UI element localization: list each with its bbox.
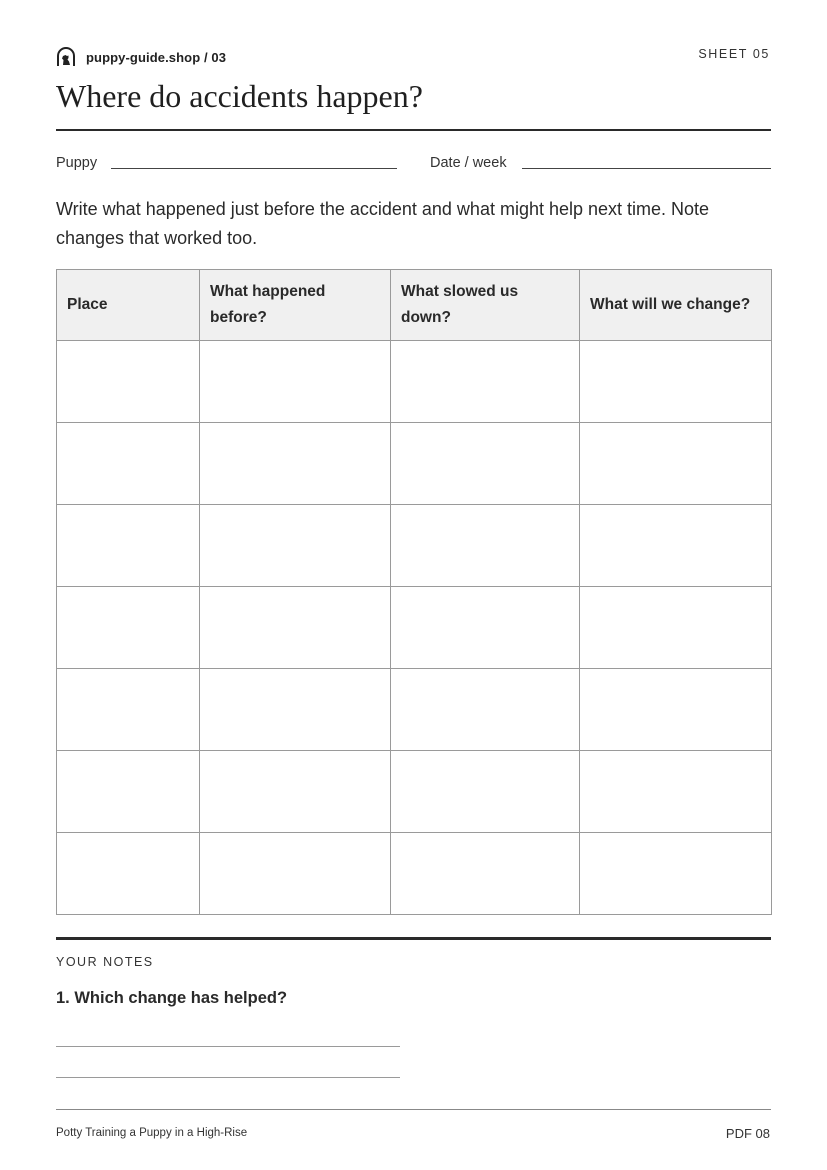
table-cell[interactable] bbox=[391, 505, 580, 587]
notes-label: YOUR NOTES bbox=[56, 955, 154, 969]
table-cell[interactable] bbox=[391, 341, 580, 423]
table-cell[interactable] bbox=[391, 833, 580, 915]
page-title: Where do accidents happen? bbox=[56, 78, 423, 114]
table-cell[interactable] bbox=[200, 341, 391, 423]
table-cell[interactable] bbox=[580, 669, 772, 751]
table-cell[interactable] bbox=[57, 423, 200, 505]
notes-divider bbox=[56, 937, 771, 940]
table-cell[interactable] bbox=[580, 341, 772, 423]
dog-silhouette-icon bbox=[56, 47, 76, 67]
puppy-field[interactable] bbox=[111, 168, 397, 169]
brand-text: puppy-guide.shop / 03 bbox=[86, 49, 227, 65]
footer-divider bbox=[56, 1109, 771, 1110]
column-header-what-change: What will we change? bbox=[580, 270, 772, 341]
table-cell[interactable] bbox=[580, 423, 772, 505]
footer-title: Potty Training a Puppy in a High-Rise bbox=[56, 1127, 248, 1139]
table-cell[interactable] bbox=[580, 751, 772, 833]
table-row bbox=[57, 505, 772, 587]
brand bbox=[56, 46, 226, 68]
puppy-label: Puppy bbox=[56, 155, 98, 171]
footer-page-label: PDF 08 bbox=[725, 1126, 770, 1141]
table-cell[interactable] bbox=[580, 587, 772, 669]
accident-table bbox=[56, 269, 772, 915]
answer-line[interactable] bbox=[56, 1046, 400, 1047]
table-cell[interactable] bbox=[57, 833, 200, 915]
table-row bbox=[57, 587, 772, 669]
table-cell[interactable] bbox=[200, 751, 391, 833]
date-field[interactable] bbox=[522, 168, 771, 169]
column-header-what-slowed: What slowed us down? bbox=[391, 270, 580, 341]
table-cell[interactable] bbox=[391, 669, 580, 751]
table-cell[interactable] bbox=[391, 751, 580, 833]
table-cell[interactable] bbox=[200, 587, 391, 669]
table-cell[interactable] bbox=[57, 751, 200, 833]
table-header-row bbox=[57, 270, 772, 341]
table-cell[interactable] bbox=[200, 505, 391, 587]
table-cell[interactable] bbox=[200, 833, 391, 915]
table-row bbox=[57, 423, 772, 505]
table-cell[interactable] bbox=[391, 423, 580, 505]
table-cell[interactable] bbox=[57, 341, 200, 423]
table-cell[interactable] bbox=[580, 505, 772, 587]
table-row bbox=[57, 751, 772, 833]
table-cell[interactable] bbox=[57, 505, 200, 587]
table-row bbox=[57, 669, 772, 751]
table-cell[interactable] bbox=[391, 587, 580, 669]
title-divider bbox=[56, 129, 771, 131]
table-cell[interactable] bbox=[57, 587, 200, 669]
date-label: Date / week bbox=[430, 155, 507, 171]
table-cell[interactable] bbox=[200, 423, 391, 505]
sheet-label: SHEET 05 bbox=[698, 47, 770, 61]
table-row bbox=[57, 341, 772, 423]
table-cell[interactable] bbox=[200, 669, 391, 751]
column-header-what-happened: What happened before? bbox=[200, 270, 391, 341]
table-cell[interactable] bbox=[57, 669, 200, 751]
table-row bbox=[57, 833, 772, 915]
column-header-place: Place bbox=[57, 270, 200, 341]
table-cell[interactable] bbox=[580, 833, 772, 915]
notes-question: 1. Which change has helped? bbox=[56, 989, 288, 1007]
answer-line[interactable] bbox=[56, 1077, 400, 1078]
instructions: Write what happened just before the accident and what might help next time. Note changes that worked too. bbox=[56, 199, 710, 248]
